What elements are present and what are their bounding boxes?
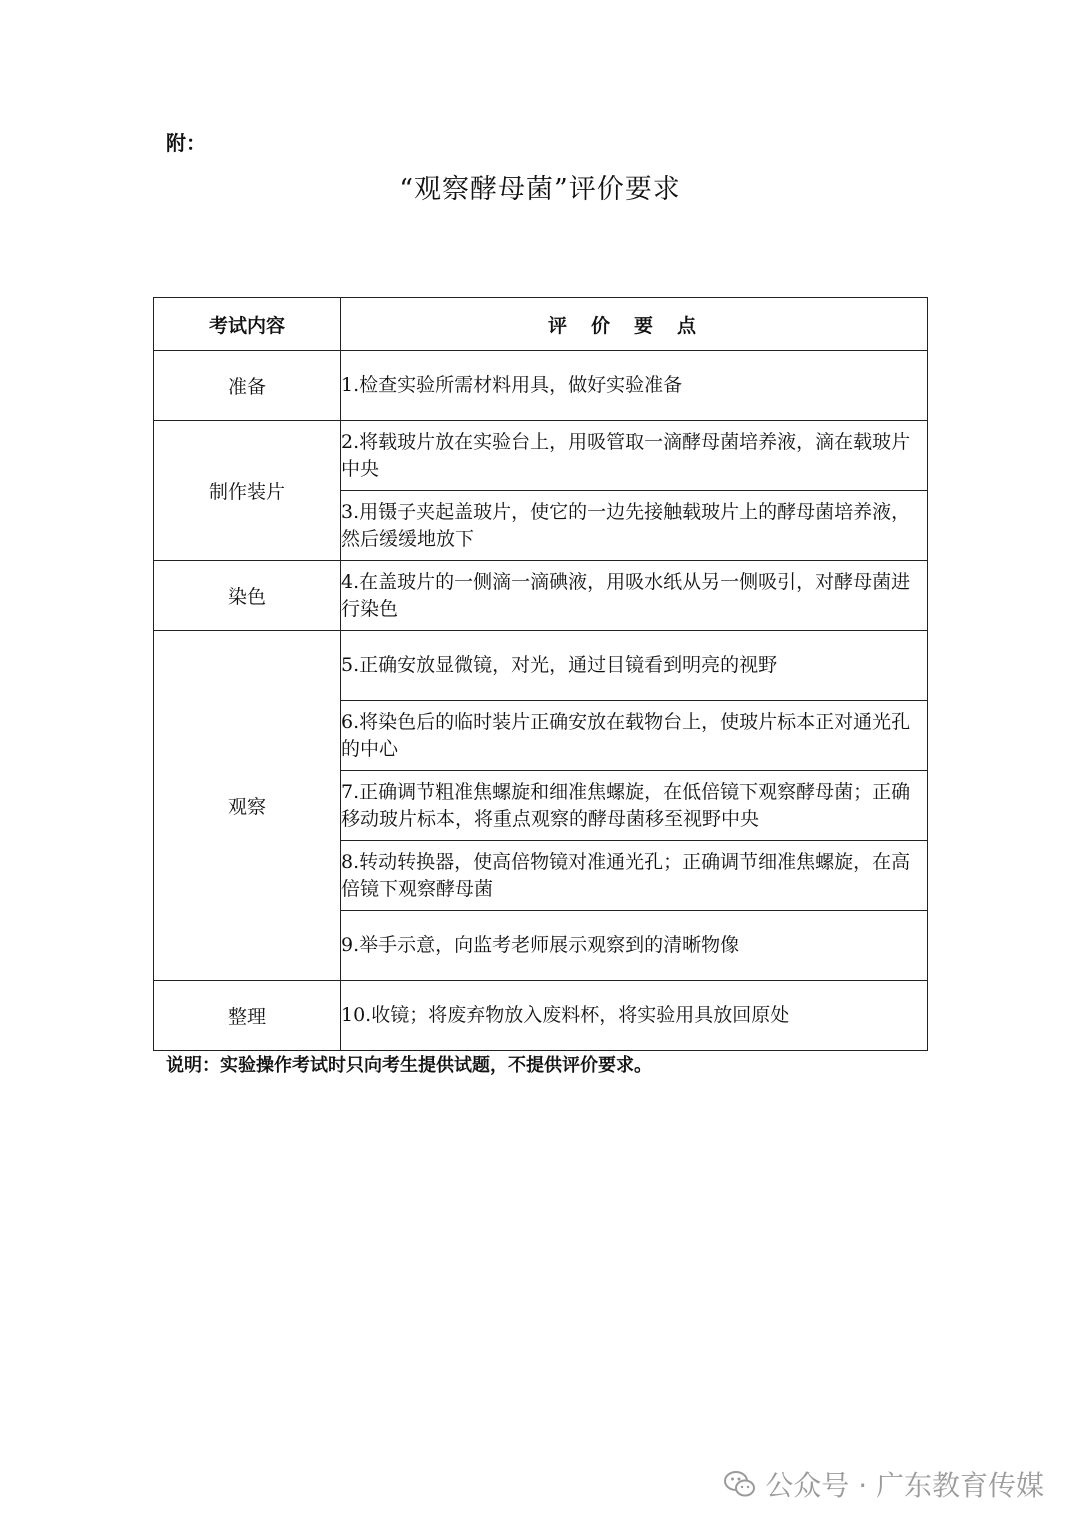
item-3: 3.用镊子夹起盖玻片，使它的一边先接触载玻片上的酵母菌培养液，然后缓缓地放下 [341,491,928,561]
table-row [154,351,928,421]
table-row [154,631,928,701]
category-stain: 染色 [154,561,341,631]
item-9: 9.举手示意，向监考老师展示观察到的清晰物像 [341,911,928,981]
item-8: 8.转动转换器，使高倍物镜对准通光孔；正确调节细准焦螺旋，在高倍镜下观察酵母菌 [341,841,928,911]
category-tidy: 整理 [154,981,341,1051]
evaluation-table [153,297,928,1051]
page-title: “观察酵母菌”评价要求 [399,174,681,205]
header-evaluation-points: 评价要点 [341,298,928,351]
table-row [154,981,928,1051]
footnote: 说明：实验操作考试时只向考生提供试题，不提供评价要求。 [166,1055,652,1076]
category-make-slide: 制作装片 [154,421,341,561]
table-header-row [154,298,928,351]
wechat-icon [723,1469,757,1499]
appendix-label: 附： [166,131,206,155]
header-exam-content: 考试内容 [154,298,341,351]
item-4: 4.在盖玻片的一侧滴一滴碘液，用吸水纸从另一侧吸引，对酵母菌进行染色 [341,561,928,631]
watermark-text: 公众号 · 广东教育传媒 [765,1469,1044,1502]
category-prepare: 准备 [154,351,341,421]
item-6: 6.将染色后的临时装片正确安放在载物台上，使玻片标本正对通光孔的中心 [341,701,928,771]
item-7: 7.正确调节粗准焦螺旋和细准焦螺旋，在低倍镜下观察酵母菌；正确移动玻片标本，将重点观察的酵母菌移至视野中央 [341,771,928,841]
table-row [154,561,928,631]
item-1: 1.检查实验所需材料用具，做好实验准备 [341,351,928,421]
table-row [154,421,928,491]
category-observe: 观察 [154,631,341,981]
item-2: 2.将载玻片放在实验台上，用吸管取一滴酵母菌培养液，滴在载玻片中央 [341,421,928,491]
item-5: 5.正确安放显微镜，对光，通过目镜看到明亮的视野 [341,631,928,701]
watermark [723,1464,1044,1504]
item-10: 10.收镜；将废弃物放入废料杯，将实验用具放回原处 [341,981,928,1051]
